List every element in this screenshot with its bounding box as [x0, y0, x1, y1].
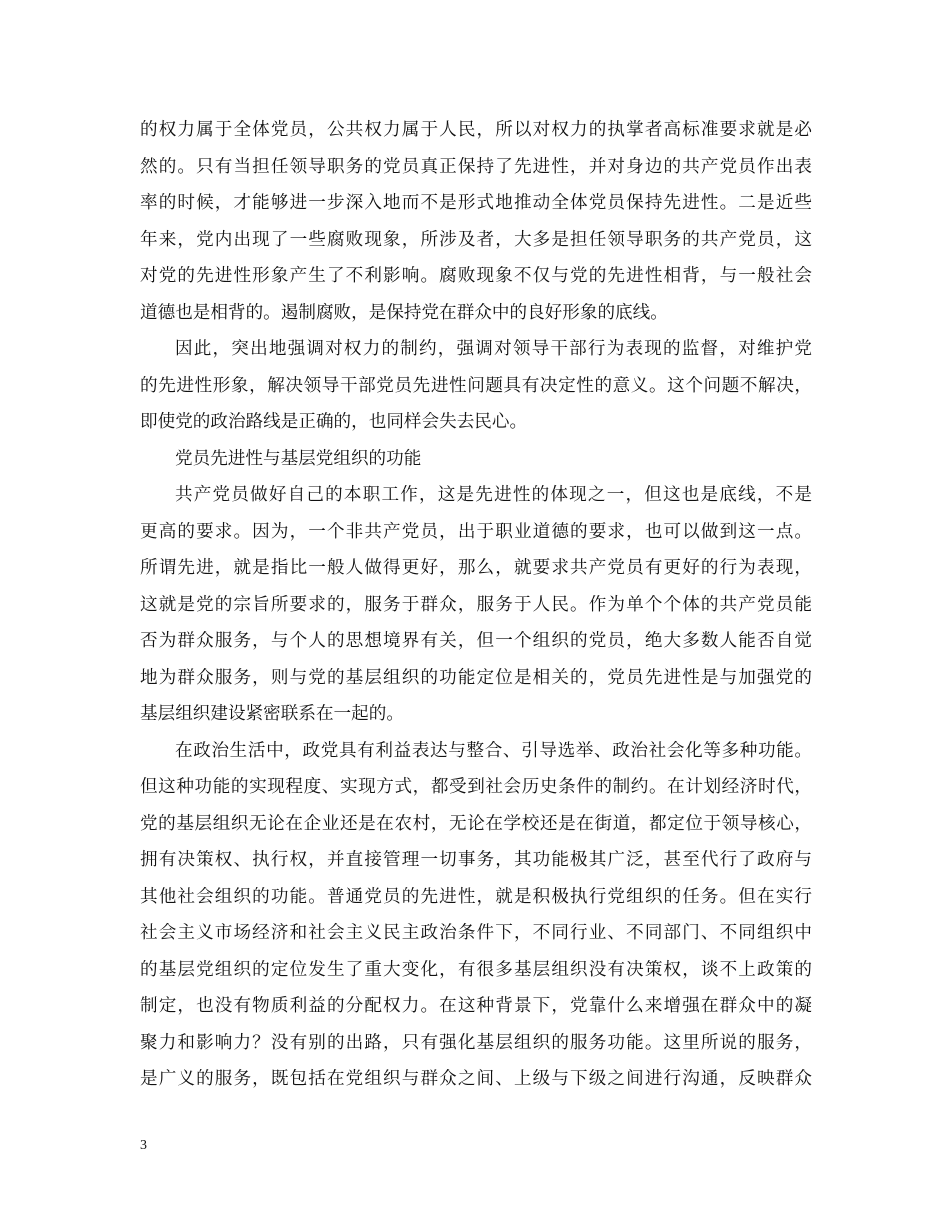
- text-line: 这就是党的宗旨所要求的，服务于群众，服务于人民。作为单个个体的共产党员能: [140, 594, 812, 615]
- text-line: 地为群众服务，则与党的基层组织的功能定位是相关的，党员先进性是与加强党的: [140, 667, 812, 688]
- text-line: 道德也是相背的。遏制腐败，是保持党在群众中的良好形象的底线。: [140, 302, 668, 323]
- text-line: 共产党员做好自己的本职工作，这是先进性的体现之一，但这也是底线，不是: [175, 485, 812, 505]
- text-line: 其他社会组织的功能。普通党员的先进性，就是积极执行党组织的任务。但在实行: [140, 886, 812, 907]
- text-line: 拥有决策权、执行权，并直接管理一切事务，其功能极其广泛，甚至代行了政府与: [140, 850, 812, 870]
- page-number: 3: [140, 1138, 147, 1153]
- text-line: 对党的先进性形象产生了不利影响。腐败现象不仅与党的先进性相背，与一般社会: [140, 266, 812, 286]
- text-line: 党员先进性与基层党组织的功能: [175, 448, 422, 469]
- text-line: 然的。只有当担任领导职务的党员真正保持了先进性，并对身边的共产党员作出表: [140, 156, 812, 177]
- text-line: 党的基层组织无论在企业还是在农村，无论在学校还是在街道，都定位于领导核心，: [140, 813, 812, 834]
- text-line: 年来，党内出现了一些腐败现象，所涉及者，大多是担任领导职务的共产党员，这: [140, 229, 812, 250]
- text-line: 制定，也没有物质利益的分配权力。在这种背景下，党靠什么来增强在群众中的凝: [140, 996, 812, 1016]
- document-body: [140, 112, 812, 1098]
- text-line: 的基层党组织的定位发生了重大变化，有很多基层组织没有决策权，谈不上政策的: [140, 959, 812, 980]
- text-line: 因此，突出地强调对权力的制约，强调对领导干部行为表现的监督，对维护党: [175, 339, 812, 359]
- text-line: 的先进性形象，解决领导干部党员先进性问题具有决定性的意义。这个问题不解决，: [140, 375, 812, 396]
- text-line: 社会主义市场经济和社会主义民主政治条件下，不同行业、不同部门、不同组织中: [140, 923, 812, 943]
- text-line: 是广义的服务，既包括在党组织与群众之间、上级与下级之间进行沟通，反映群众: [140, 1069, 812, 1089]
- text-line: 的权力属于全体党员，公共权力属于人民，所以对权力的执掌者高标准要求就是必: [140, 120, 812, 140]
- text-line: 聚力和影响力？没有别的出路，只有强化基层组织的服务功能。这里所说的服务，: [140, 1032, 812, 1053]
- text-line: 所谓先进，就是指比一般人做得更好，那么，就要求共产党员有更好的行为表现，: [140, 558, 812, 578]
- text-line: 更高的要求。因为，一个非共产党员，出于职业道德的要求，也可以做到这一点。: [140, 521, 812, 542]
- text-line: 即使党的政治路线是正确的，也同样会失去民心。: [140, 412, 528, 432]
- text-line: 但这种功能的实现程度、实现方式，都受到社会历史条件的制约。在计划经济时代，: [140, 777, 812, 797]
- text-line: 率的时候，才能够进一步深入地而不是形式地推动全体党员保持先进性。二是近些: [140, 193, 812, 213]
- text-line: 否为群众服务，与个人的思想境界有关，但一个组织的党员，绝大多数人能否自觉: [140, 631, 812, 651]
- text-line: 在政治生活中，政党具有利益表达与整合、引导选举、政治社会化等多种功能。: [175, 740, 812, 761]
- text-line: 基层组织建设紧密联系在一起的。: [140, 704, 404, 724]
